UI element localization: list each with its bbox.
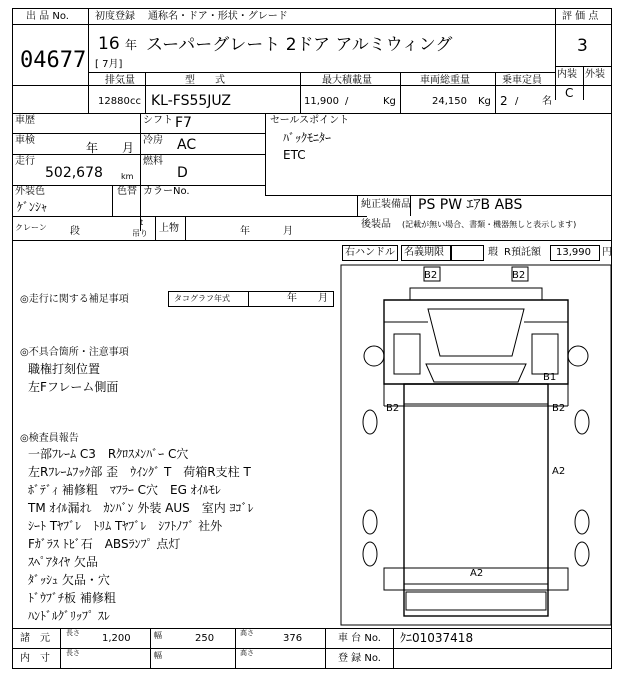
inspector-line: TM ｵｲﾙ漏れ ｶﾝﾊﾞﾝ 外装 AUS 室内 ﾖｺﾞﾚ (28, 501, 254, 515)
damage-mark: A2 (552, 466, 566, 477)
damage-mark: A2 (470, 568, 484, 579)
max-load-sep: / (345, 96, 349, 107)
shift-value: F7 (175, 115, 192, 131)
damage-mark: B2 (424, 270, 438, 281)
gvw-label: 車両総重量 (420, 75, 470, 86)
damage-mark: B2 (552, 403, 566, 414)
reg-month: [ 7月] (95, 59, 123, 70)
fuel-label: 燃料 (143, 156, 163, 167)
color-change-label: 色替 (117, 186, 137, 197)
grade-label: 評 価 点 (562, 11, 599, 22)
color-code-label: カラーNo. (143, 186, 190, 197)
inspector-line: 一部ﾌﾚｰﾑ C3 Rｸﾛｽﾒﾝﾊﾞｰ C穴 (28, 447, 189, 461)
inspection-label: 車検 (15, 135, 35, 146)
model-code: KL-FS55JUZ (151, 93, 232, 109)
inspector-title: ◎検査員報告 (20, 433, 79, 444)
model-name: スーパーグレート 2ドア アルミウィング (146, 35, 453, 55)
sales-point-line-1: ﾊﾞｯｸﾓﾆﾀｰ (283, 131, 332, 145)
lot-number: 04677 (20, 48, 87, 73)
fuel-value: D (177, 165, 188, 181)
drive-side: 右ハンドル (345, 247, 395, 258)
inspector-line: ﾎﾞﾃﾞｨ 補修粗 ﾏﾌﾗｰ C穴 EG ｵｲﾙﾓﾚ (28, 483, 221, 497)
inspection-year: 年 (86, 141, 99, 155)
sales-point-line-2: ETC (283, 148, 306, 162)
crane-stage-unit: 段 (70, 226, 80, 237)
crane-lift-unit: 吊り (132, 229, 148, 238)
gvw-unit: Kg (478, 96, 491, 107)
inner-height-label: 高さ (240, 649, 254, 657)
capacity-value: 2 (500, 94, 508, 108)
inner-length-label: 長さ (66, 649, 80, 657)
capacity-label: 乗車定員 (502, 75, 542, 86)
displacement-label: 排気量 (105, 75, 135, 86)
damage-mark: B2 (512, 270, 526, 281)
tacho-month: 月 (318, 293, 328, 304)
reg-year: 16 (98, 34, 120, 54)
grade-value: 3 (577, 36, 588, 56)
upper-body-label: 上物 (159, 223, 179, 234)
model-code-label: 型 式 (185, 75, 225, 86)
inspector-line: Fｶﾞﾗｽ ﾄﾋﾞ石 ABSﾗﾝﾌﾟ 点灯 (28, 537, 181, 551)
supplement-title: ◎走行に関する補足事項 (20, 294, 129, 305)
mileage-value: 502,678 (45, 165, 103, 181)
exterior-color-label: 外装色 (15, 186, 45, 197)
dims-label: 諸 元 (20, 633, 50, 644)
first-reg-label: 初度登録 (95, 11, 135, 22)
damage-mark: B2 (386, 403, 400, 414)
exterior-color-value: ｹﾞﾝｼｬ (17, 200, 48, 214)
r-meter-value: 13,990 (556, 247, 591, 258)
defect-line: 職権打刻位置 (28, 362, 101, 376)
length-label: 長さ (66, 629, 80, 637)
inspector-line: 左Rﾌﾚｰﾑﾌｯｸ部 歪 ｳｲﾝｸﾞ T 荷箱R支柱 T (28, 465, 251, 479)
width-label: 幅 (154, 631, 162, 640)
vin-label: 車 台 No. (338, 633, 381, 644)
displacement-value: 12880 (98, 96, 130, 107)
inspection-month: 月 (122, 141, 135, 155)
tacho-year: 年 (287, 293, 297, 304)
history-label: 車歴 (15, 115, 35, 126)
defect-line: 左Fフレーム側面 (28, 380, 119, 394)
model-name-label: 通称名・ドア・形状・グレード (148, 11, 288, 22)
max-load-unit: Kg (383, 96, 396, 107)
interior-label: 内装 (557, 69, 577, 80)
inspector-line: ﾀﾞｯｼｭ 欠品・穴 (28, 573, 110, 587)
retrofit-label: 後装品 (361, 219, 391, 230)
crane-label: クレーン (15, 223, 47, 232)
capacity-sep: / (515, 96, 519, 107)
max-load-label: 最大積載量 (322, 75, 372, 86)
inspector-line: ｽﾍﾟｱﾀｲﾔ 欠品 (28, 555, 98, 569)
equipment-label: 純正装備品 (361, 199, 411, 210)
crane-ton-unit: t (140, 218, 144, 227)
length-value: 1,200 (102, 633, 131, 644)
gvw-value: 24,150 (432, 96, 467, 107)
interior-value: C (565, 86, 574, 100)
nominal-label: 名義期限 (404, 247, 444, 258)
shift-label: シフト (143, 115, 173, 126)
capacity-unit: 名 (542, 96, 552, 107)
inspector-line: ﾊﾝﾄﾞﾙｸﾞﾘｯﾌﾟ ｽﾚ (28, 609, 110, 623)
inner-width-label: 幅 (154, 651, 162, 660)
height-label: 高さ (240, 629, 254, 637)
upper-body-year: 年 (240, 226, 250, 237)
reg-no-label: 登 録 No. (338, 653, 381, 664)
mileage-unit: km (121, 172, 134, 181)
exterior-label: 外装 (585, 69, 605, 80)
upper-body-month: 月 (283, 226, 293, 237)
inspector-line: ｼｰﾄ Tﾔﾌﾞﾚ ﾄﾘﾑ Tﾔﾌﾞﾚ ｼﾌﾄﾉﾌﾞ 社外 (28, 519, 223, 533)
truck-diagram (340, 264, 612, 626)
reg-year-unit: 年 (125, 38, 138, 52)
sales-point-label: セールスポイント (270, 115, 350, 126)
ac-value: AC (177, 137, 197, 153)
r-meter-label: R預託額 (504, 247, 541, 258)
max-load-value: 11,900 (304, 96, 339, 107)
tacho-label: タコグラフ年式 (174, 294, 230, 303)
height-value: 376 (283, 633, 303, 644)
equipment-value: PS PW ｴｱB ABS (418, 197, 523, 213)
nominal-value-box (451, 245, 484, 261)
damage-mark: B1 (543, 372, 557, 383)
remarks-label: 瑕 (488, 247, 498, 258)
retrofit-note: (記載が無い場合、書類・機器無しと表示します) (402, 220, 577, 229)
inner-dims-label: 内 寸 (20, 653, 50, 664)
vin-value: ｸﾆ01037418 (400, 631, 474, 645)
inspector-line: ﾄﾞｳﾌﾞﾁ板 補修粗 (28, 591, 116, 605)
lot-label: 出 品 No. (26, 11, 69, 22)
width-value: 250 (195, 633, 215, 644)
defect-title: ◎不具合箇所・注意事項 (20, 347, 129, 358)
ac-label: 冷房 (143, 135, 163, 146)
mileage-label: 走行 (15, 156, 35, 167)
displacement-unit: cc (130, 96, 141, 107)
r-meter-unit: 円 (602, 247, 612, 258)
